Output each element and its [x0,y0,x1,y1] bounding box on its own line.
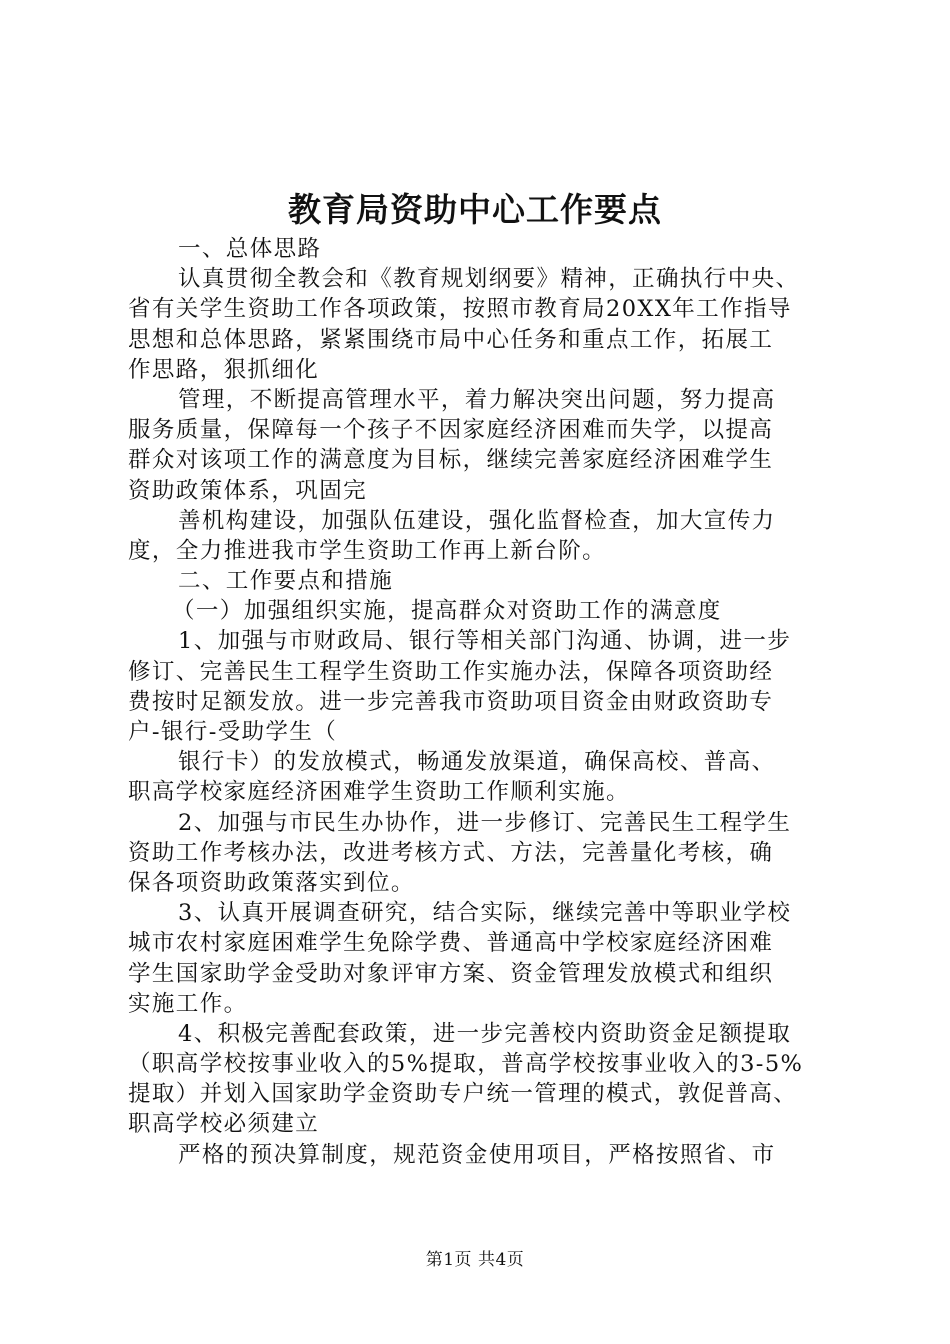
text-line: 管理，不断提高管理水平，着力解决突出问题，努力提高 [178,386,776,413]
text-line: 户-银行-受助学生（ [128,719,338,745]
text-line: 省有关学生资助工作各项政策，按照市教育局20XX年工作指导 [128,296,792,323]
text-line: （职高学校按事业收入的5%提取，普高学校按事业收入的3-5% [128,1051,804,1078]
text-line: 学生国家助学金受助对象评审方案、资金管理发放模式和组织 [128,960,774,987]
text-line: 群众对该项工作的满意度为目标，继续完善家庭经济困难学生 [128,447,774,474]
text-line: 思想和总体思路，紧紧围绕市局中心任务和重点工作，拓展工 [128,326,774,353]
text-line: 实施工作。 [128,990,248,1017]
document-title: 教育局资助中心工作要点 [288,190,662,229]
text-line: 城市农村家庭困难学生免除学费、普通高中学校家庭经济困难 [128,930,774,957]
text-line: 保各项资助政策落实到位。 [128,869,415,896]
text-line: 银行卡）的发放模式，畅通发放渠道，确保高校、普高、 [178,749,776,776]
text-line: 严格的预决算制度，规范资金使用项目，严格按照省、市 [178,1141,776,1168]
text-line: 二、工作要点和措施 [178,568,394,595]
text-line: 度，全力推进我市学生资助工作再上新台阶。 [128,537,607,564]
text-line: 3、认真开展调查研究，结合实际，继续完善中等职业学校 [178,900,792,927]
text-line: 费按时足额发放。进一步完善我市资助项目资金由财政资助专 [128,688,774,715]
text-line: 职高学校家庭经济困难学生资助工作顺利实施。 [128,779,630,806]
text-line: （一）加强组织实施，提高群众对资助工作的满意度 [172,598,722,625]
text-line: 提取）并划入国家助学金资助专户统一管理的模式，敦促普高、 [128,1081,798,1108]
text-line: 一、总体思路 [178,236,322,262]
text-line: 修订、完善民生工程学生资助工作实施办法，保障各项资助经 [128,658,774,685]
text-line: 职高学校必须建立 [128,1111,320,1138]
text-line: 认真贯彻全教会和《教育规划纲要》精神，正确执行中央、 [178,266,800,293]
text-line: 资助工作考核办法，改进考核方式、方法，完善量化考核，确 [128,839,774,866]
text-line: 善机构建设，加强队伍建设，强化监督检查，加大宣传力 [178,507,776,534]
text-line: 1、加强与市财政局、银行等相关部门沟通、协调，进一步 [178,628,792,655]
text-line: 资助政策体系，巩固完 [128,477,368,504]
text-line: 4、积极完善配套政策，进一步完善校内资助资金足额提取 [178,1020,792,1047]
document-body [128,234,834,1170]
text-line: 服务质量，保障每一个孩子不因家庭经济困难而失学，以提高 [128,417,774,444]
text-line: 作思路，狠抓细化 [128,356,320,383]
page-footer: 第1页 共4页 [425,1250,525,1270]
text-line: 2、加强与市民生办协作，进一步修订、完善民生工程学生 [178,809,792,836]
